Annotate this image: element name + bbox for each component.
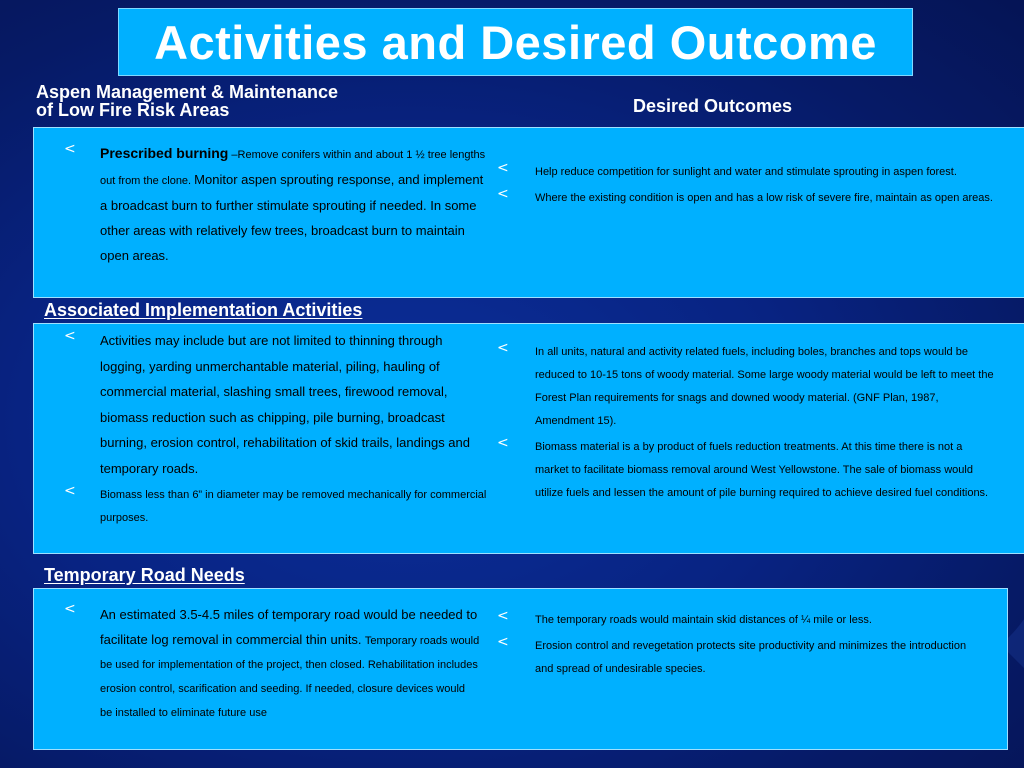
bullet-marker: < [497, 160, 509, 176]
bullet-marker: < [64, 328, 76, 344]
bullet-marker: < [497, 608, 509, 624]
list-item-text: –Remove conifers within and about 1 ½ tree lengths out from the clone. [100, 149, 486, 187]
list-item-text: Help reduce competition for sunlight and water and stimulate sprouting in aspen forest. [535, 166, 957, 178]
list-item-text: Erosion control and revegetation protects site productivity and minimizes the introduction and spread of undesirable species. [535, 640, 967, 675]
list-item-text: Temporary roads would be used for implementation of the project, then closed. Rehabilitation includes erosion control, scarification and seeding. If needed, closure devices would be installed to eliminate future use [100, 635, 480, 719]
list-item-text: Monitor aspen sprouting response, and implement a broadcast burn to further stimulate sprouting if needed. In some other areas with relatively few trees, broadcast burn to maintain open areas. [100, 172, 484, 263]
header-left [36, 83, 338, 119]
list-item [497, 634, 985, 681]
list-item [497, 435, 995, 505]
title-box [118, 8, 913, 76]
list-item [497, 186, 995, 210]
section2-right-column [497, 340, 995, 505]
list-item-text: Where the existing condition is open and has a low risk of severe fire, maintain as open areas. [535, 192, 993, 204]
header-right: Desired Outcomes [633, 96, 793, 116]
bullet-marker: < [497, 634, 509, 650]
bullet-marker: < [64, 483, 76, 499]
bullet-marker: < [64, 601, 76, 617]
list-item [497, 340, 995, 433]
header-left-line1: Aspen Management & Maintenance [36, 82, 339, 102]
section2-left-column [64, 328, 490, 530]
page-title: Activities and Desired Outcome [154, 15, 877, 69]
section3-right-column [497, 608, 985, 681]
bullet-marker: < [497, 340, 509, 356]
list-item-lead: Prescribed burning [100, 145, 229, 161]
list-item [64, 601, 480, 725]
bullet-marker: < [497, 186, 509, 202]
list-item [64, 141, 490, 268]
list-item [64, 328, 490, 481]
list-item [497, 608, 985, 632]
header-left-line2: of Low Fire Risk Areas [36, 100, 230, 120]
list-item-text: In all units, natural and activity related fuels, including boles, branches and tops would be reduced to 10-15 tons of woody material. Some large woody material would be left to meet the Forest Plan requirements for snags and downed woody material. (GNF Plan, 1987, Amendment 15). [535, 346, 994, 427]
list-item-text: Activities may include but are not limited to thinning through logging, yarding unmerchantable material, piling, hauling of commercial material, slashing small trees, firewood removal, biomass reduction such as chipping, pile burning, broadcast burning, erosion control, rehabilitation of skid trails, landings and temporary roads. [100, 333, 470, 476]
list-item-text: Biomass less than 6” in diameter may be removed mechanically for commercial purposes. [100, 489, 487, 524]
section2-panel [33, 323, 1024, 554]
section2-label: Associated Implementation Activities [44, 300, 363, 320]
bullet-marker: < [64, 141, 76, 157]
section1-left-column [64, 141, 490, 268]
list-item-text: The temporary roads would maintain skid distances of ¼ mile or less. [535, 614, 872, 626]
list-item [497, 160, 995, 184]
section3-panel [33, 588, 1008, 750]
bullet-marker: < [497, 435, 509, 451]
list-item-text: An estimated 3.5-4.5 miles of temporary road would be needed to facilitate log removal in commercial thin units. [100, 607, 478, 647]
section3-label: Temporary Road Needs [44, 565, 245, 585]
section3-left-column [64, 601, 480, 725]
list-item-text: Biomass material is a by product of fuels reduction treatments. At this time there is not a market to facilitate biomass removal around West Yellowstone. The sale of biomass would utilize fuels and lessen the amount of pile burning required to achieve desired fuel conditions. [535, 441, 989, 499]
list-item [64, 483, 490, 530]
section1-right-column [497, 160, 995, 210]
section1-panel [33, 127, 1024, 298]
